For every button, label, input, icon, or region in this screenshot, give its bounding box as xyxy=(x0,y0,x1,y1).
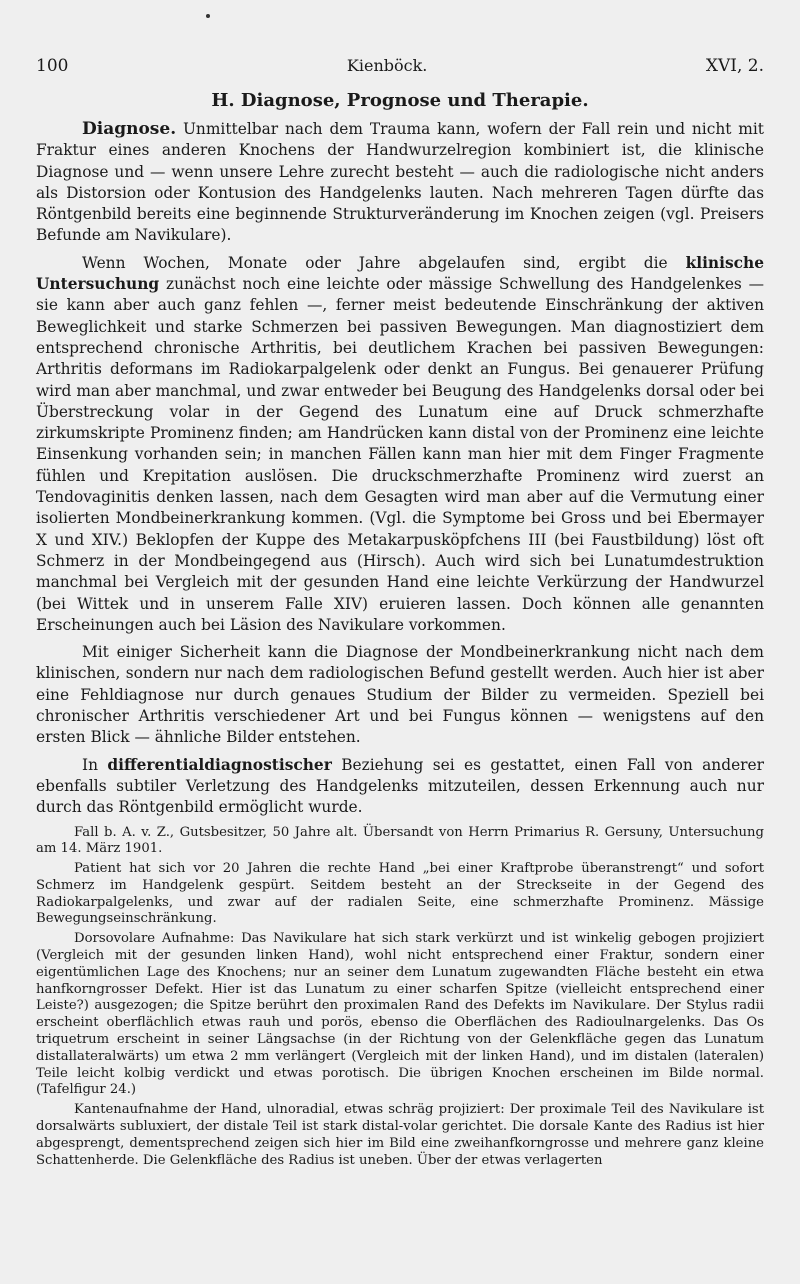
bold-term: klinische Untersuchung xyxy=(36,253,764,294)
volume-number: XVI, 2. xyxy=(705,56,764,76)
running-header xyxy=(36,56,764,76)
paragraph-klinische-untersuchung xyxy=(36,253,764,636)
case-heading: Fall b. A. v. Z., Gutsbesitzer, 50 Jahre alt. Übersandt von Herrn Primarius R. Gersuny, Untersuchung am 14. März 1901. xyxy=(36,824,764,857)
paragraph-text: Wenn Wochen, Monate oder Jahre abgelaufen sind, ergibt die xyxy=(82,253,686,272)
paragraph-differential xyxy=(36,755,764,819)
paragraph-text: Beziehung sei es gestattet, einen Fall von anderer ebenfalls subtiler Verletzung des Handgelenks mitzuteilen, dessen Erkennung auch nur durch das Röntgenbild ermöglicht wurde. xyxy=(36,755,765,817)
section-title: H. Diagnose, Prognose und Therapie. xyxy=(211,90,589,111)
paragraph-text: zunächst noch eine leichte oder mässige Schwellung des Handgelenkes — sie kann aber auch ganz fehlen —, ferner meist bedeutende Einschränkung der aktiven Beweglichkeit und starke Schmerzen bei passiven Bewegungen. Man diagnostiziert dem entsprechend chronische Arthritis, bei deutlichem Krachen bei passiven Bewegungen: Arthritis deformans im Radiokarpalgelenk oder denkt an Fungus. Bei genauerer Prüfung wird man aber manchmal, und zwar entweder bei Beugung des Handgelenks dorsal oder bei Überstreckung volar in der Gegend des Lunatum eine auf Druck schmerzhafte zirkumskripte Prominenz finden; am Handrücken kann distal von der Prominenz eine leichte Einsenkung vorhanden sein; in manchen Fällen kann man hier mit dem Finger Fragmente fühlen und Krepitation auslösen. Die druckschmerzhafte Prominenz wird zuerst an Tendovaginitis denken lassen, nach dem Gesagten wird man aber auf die Vermutung einer isolierten Mondbeinerkrankung kommen. (Vgl. die Symptome bei Gross und bei Ebermayer X und XIV.) Beklopfen der Kuppe des Metakarpusköpfchens III (bei Faustbildung) löst oft Schmerz in der Mondbeingegend aus (Hirsch). Auch wird sich bei Lunatumdestruktion manchmal bei Vergleich mit der gesunden Hand eine leichte Verkürzung der Handwurzel (bei Wittek und in unserem Falle XIV) eruieren lassen. Doch können alle genannten Erscheinungen auch bei Läsion des Navikulare vorkommen. xyxy=(36,275,764,634)
speck-mark xyxy=(206,14,210,18)
case-kantenaufnahme: Kantenaufnahme der Hand, ulnoradial, etwas schräg projiziert: Der proximale Teil des Navikulare ist dorsalwärts subluxiert, der distale Teil ist stark distal-volar gerichtet. Die dorsale Kante des Radius ist hier abgesprengt, dementsprechend zeigen sich hier im Bild eine zweihanfkorngrosse und mehrere ganz kleine Schattenherde. Die Gelenkfläche des Radius ist uneben. Über der etwas verlagerten xyxy=(36,1102,764,1168)
paragraph-diagnose xyxy=(36,119,764,247)
paragraph-radiologisch: Mit einiger Sicherheit kann die Diagnose der Mondbeinerkrankung nicht nach dem klinischen, sondern nur nach dem radiologischen Befund gestellt werden. Auch hier ist aber eine Fehldiagnose nur durch genaues Studium der Bilder zu vermeiden. Speziell bei chronischer Arthritis verschiedener Art und bei Fungus können — wenigstens auf den ersten Blick — ähnliche Bilder entstehen. xyxy=(36,643,764,747)
bold-term: differentialdiagnostischer xyxy=(107,755,332,774)
paragraph-lead: Diagnose. xyxy=(82,119,177,139)
page-number: 100 xyxy=(36,56,69,76)
paragraph-text: In xyxy=(82,755,108,774)
case-report xyxy=(36,825,764,1170)
case-dorsovolar: Dorsovolare Aufnahme: Das Navikulare hat sich stark verkürzt und ist winkelig gebogen projiziert (Vergleich mit der gesunden linken Hand), wohl nicht entsprechend einer Fraktur, sondern einer eigentümlichen Lage des Knochens; nur an seiner dem Lunatum zugewandten Fläche besteht ein etwa hanfkorngrosser Defekt. Hier ist das Lunatum zu einer scharfen Spitze (vielleicht entsprechend einer Leiste?) ausgezogen; die Spitze berührt den proximalen Rand des Defekts im Navikulare. Der Stylus radii erscheint oberflächlich etwas rauh und porös, ebenso die Oberflächen des Radioulnargelenks. Das Os triquetrum erscheint in seiner Längsachse (in der Richtung von der Gelenkfläche gegen das Lunatum distallateralwärts) um etwa 2 mm verlängert (Vergleich mit der linken Hand), und im distalen (lateralen) Teile leicht kolbig verdickt und etwas porotisch. Die übrigen Knochen erscheinen im Bilde normal. (Tafelfigur 24.) xyxy=(36,931,764,1098)
case-history: Patient hat sich vor 20 Jahren die rechte Hand „bei einer Kraftprobe überanstrengt“ und sofort Schmerz im Handgelenk gespürt. Seitdem besteht an der Streckseite in der Gegend des Radiokarpalgelenks, und zwar auf der radialen Seite, eine schmerzhafte Prominenz. Mässige Bewegungseinschränkung. xyxy=(36,861,764,927)
main-text xyxy=(36,119,764,819)
running-title: Kienböck. xyxy=(346,56,428,75)
paragraph-text: Unmittelbar nach dem Trauma kann, wofern der Fall rein und nicht mit Fraktur eines anderen Knochens der Handwurzelregion kombiniert ist, die klinische Diagnose und — wenn unsere Lehre zurecht besteht — auch die radiologische nicht anders als Distorsion oder Kontusion des Handgelenks lauten. Nach mehreren Tagen dürfte das Röntgenbild bereits eine beginnende Strukturveränderung im Knochen zeigen (vgl. Preisers Befunde am Navikulare). xyxy=(36,120,764,245)
